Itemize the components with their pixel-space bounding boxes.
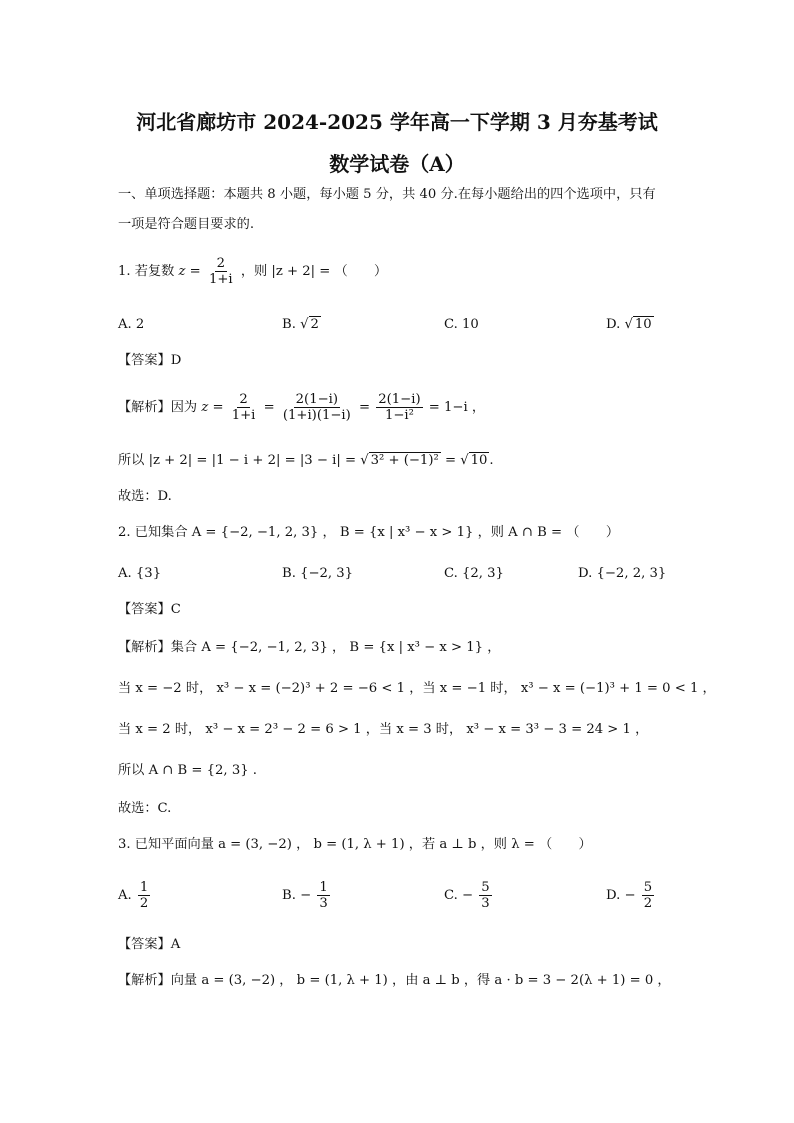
q3-option-b — [282, 880, 332, 911]
fraction-numerator: 1 — [319, 880, 328, 895]
fraction-numerator: 1 — [139, 880, 149, 895]
q2-option-a: A. {3} — [118, 566, 162, 581]
q1-analysis-line-1 — [118, 392, 485, 423]
radicand: 10 — [634, 317, 652, 332]
page-title: 河北省廊坊市 2024-2025 学年高一下学期 3 月夯基考试 — [136, 110, 658, 134]
section-intro-line-1: 一、单项选择题：本题共 8 小题，每小题 5 分，共 40 分.在每小题给出的四个选项中，只有 — [118, 187, 656, 202]
sqrt-expression: √ 3² + (−1)² — [360, 453, 439, 468]
radicand: 3² + (−1)² — [370, 453, 439, 468]
sqrt-expression: √ 10 — [624, 317, 652, 332]
q3-option-c — [444, 880, 494, 911]
q1-answer: 【答案】D — [118, 353, 182, 368]
option-label: C. − — [444, 888, 474, 903]
fraction-denominator: 3 — [481, 896, 490, 911]
q1-conclusion: 故选：D. — [118, 489, 172, 504]
q2-option-d: D. {−2, 2, 3} — [578, 566, 667, 581]
q1-option-a: A. 2 — [118, 317, 145, 332]
fraction-numerator: 5 — [481, 880, 490, 895]
analysis-z: z = — [201, 400, 224, 415]
q3-option-a — [118, 880, 152, 911]
analysis-tail: = 1−i ， — [428, 400, 486, 415]
analysis-fraction-1 — [230, 392, 258, 423]
option-label: B. — [282, 317, 296, 332]
analysis-label: 【解析】 — [118, 400, 171, 415]
q1-stem-prefix: 1. 若复数 — [118, 264, 175, 279]
analysis-fraction-2 — [281, 392, 353, 423]
q1-option-b — [282, 316, 321, 334]
q1-stem-lhs: z = — [178, 264, 201, 279]
fraction-denominator: 2 — [643, 896, 653, 911]
radicand: 10 — [470, 453, 488, 468]
option-label: A. — [118, 888, 132, 903]
q1-stem-suffix: ，则 |z + 2| = （ ） — [240, 264, 388, 279]
fraction-denominator: (1+i)(1−i) — [282, 408, 351, 423]
q2-option-c: C. {2, 3} — [444, 566, 504, 581]
sqrt-expression: √ 10 — [460, 453, 488, 468]
option-fraction — [642, 880, 654, 911]
q3-option-d — [606, 880, 656, 911]
fraction-denominator: 1−i² — [384, 408, 414, 423]
option-fraction — [479, 880, 491, 911]
q2-analysis-line-2: 当 x = −2 时， x³ − x = (−2)³ + 2 = −6 < 1 ，当 x = −1 时， x³ − x = (−1)³ + 1 = 0 < 1 ， — [118, 681, 716, 696]
fraction-denominator: 1+i — [231, 408, 256, 423]
page-subtitle: 数学试卷（A） — [329, 152, 465, 176]
q1-stem-fraction — [207, 256, 235, 287]
fraction-denominator: 1+i — [208, 272, 233, 287]
q2-analysis-line-3: 当 x = 2 时， x³ − x = 2³ − 2 = 6 > 1 ，当 x = 3 时， x³ − x = 3³ − 3 = 24 > 1 ， — [118, 722, 649, 737]
fraction-numerator: 2(1−i) — [378, 392, 421, 407]
analysis-prefix: 因为 — [170, 400, 198, 415]
radicand: 2 — [310, 317, 319, 332]
q2-answer: 【答案】C — [118, 602, 181, 617]
q1-option-c: C. 10 — [444, 317, 479, 332]
fraction-denominator: 2 — [139, 896, 149, 911]
q3-answer: 【答案】A — [118, 937, 181, 952]
analysis-prefix: 所以 |z + 2| = |1 − i + 2| = |3 − i| = — [118, 453, 357, 468]
equals-sign: = — [444, 453, 457, 468]
q1-option-d — [606, 316, 654, 334]
fraction-numerator: 2 — [239, 392, 248, 407]
option-label: D. — [606, 317, 621, 332]
fraction-numerator: 5 — [643, 880, 653, 895]
option-fraction — [138, 880, 150, 911]
equals-sign: = — [263, 400, 275, 415]
section-intro-line-2: 一项是符合题目要求的. — [118, 217, 255, 232]
q3-stem: 3. 已知平面向量 a = (3, −2) ， b = (1, λ + 1) ，若 a ⊥ b ，则 λ = （ ） — [118, 837, 592, 852]
q2-conclusion: 故选：C. — [118, 801, 172, 816]
fraction-numerator: 2(1−i) — [295, 392, 338, 407]
sqrt-expression: √ 2 — [300, 317, 319, 332]
equals-sign: = — [358, 400, 371, 415]
q2-analysis-line-4: 所以 A ∩ B = {2, 3} . — [118, 763, 257, 778]
q3-analysis-line-1: 【解析】向量 a = (3, −2) ， b = (1, λ + 1) ，由 a ⊥ b ，得 a · b = 3 − 2(λ + 1) = 0 ， — [118, 973, 671, 988]
q2-stem: 2. 已知集合 A = {−2, −1, 2, 3} ， B = {x | x³ − x > 1} ，则 A ∩ B = （ ） — [118, 525, 620, 540]
analysis-tail: . — [489, 453, 494, 468]
analysis-fraction-3 — [376, 392, 422, 423]
q2-option-b: B. {−2, 3} — [282, 566, 354, 581]
option-label: D. − — [606, 888, 636, 903]
option-fraction — [317, 880, 329, 911]
fraction-numerator: 2 — [216, 256, 225, 271]
q2-analysis-line-1: 【解析】集合 A = {−2, −1, 2, 3} ， B = {x | x³ − x > 1} ， — [118, 640, 501, 655]
option-label: B. − — [282, 888, 312, 903]
fraction-denominator: 3 — [319, 896, 328, 911]
q1-stem — [118, 256, 387, 287]
q1-analysis-line-2 — [118, 452, 494, 470]
